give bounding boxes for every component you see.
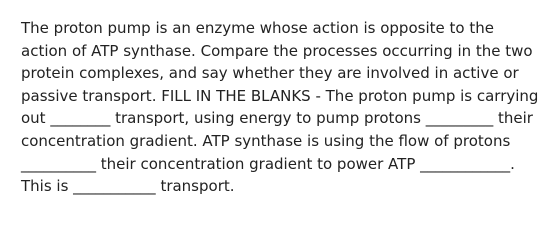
question-text: The proton pump is an enzyme whose action is opposite to the action of ATP synthase. Compare the processes occurring in the two protein complexes, and say whether they are involved in active or passive transport. FILL IN THE BLANKS - The proton pump is carrying out ________ transport, using energy to pump protons _________ their concentration gradient. ATP synthase is using the flow of protons __________ their concentration gradient to power ATP ____________. This is ___________ transport.	[21, 19, 539, 196]
